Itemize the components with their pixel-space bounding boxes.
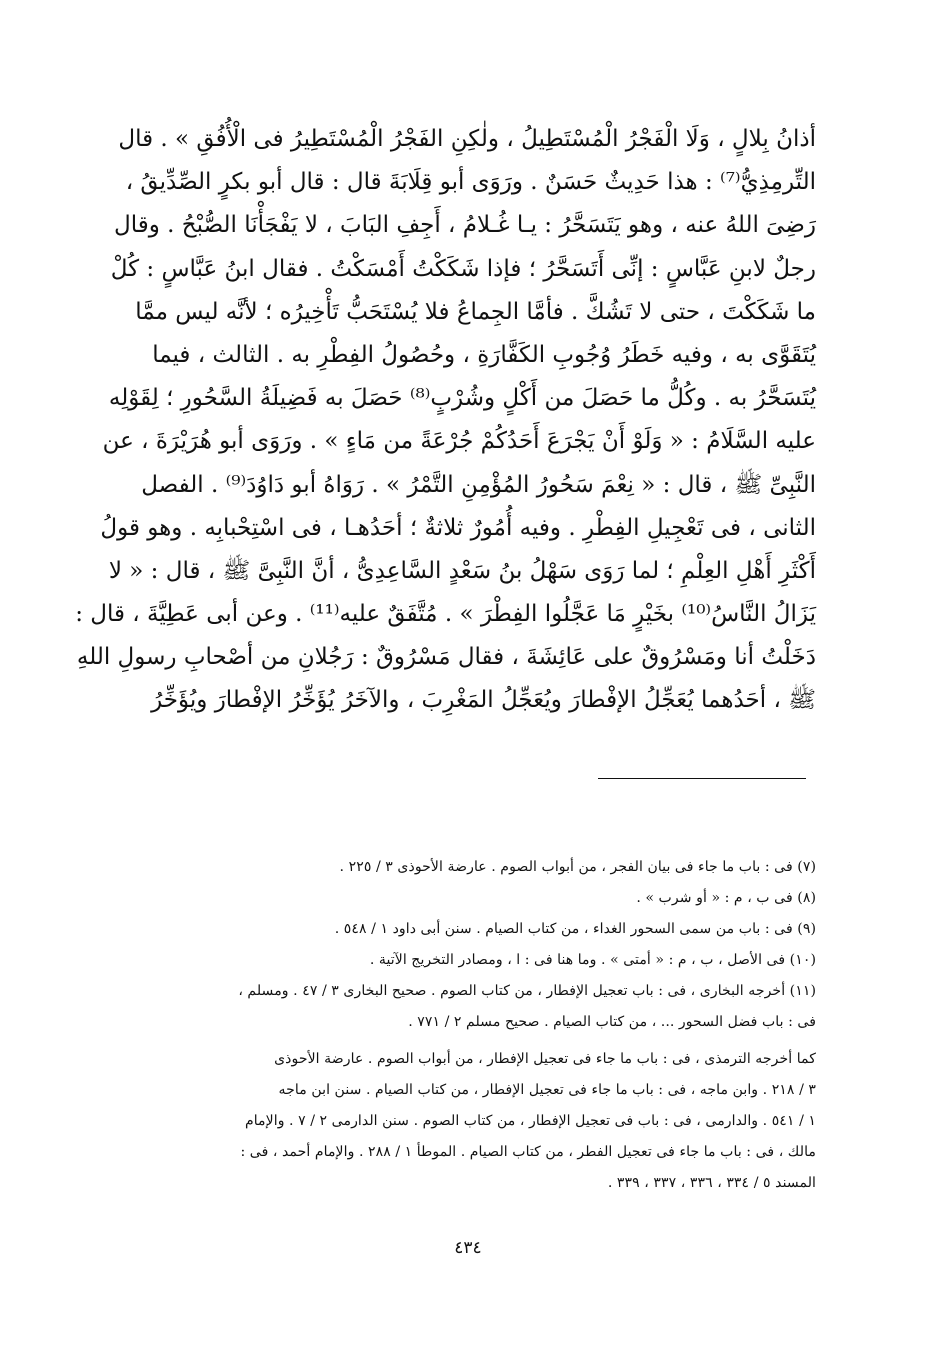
text-line: أَكْثَرِ أَهْلِ العِلْمِ ؛ لما رَوَى سَهْلُ بنُ سَعْدٍ السَّاعِدِىُّ ، أنَّ النَّبِىَّ ﷺ ، قال : « لا bbox=[108, 557, 816, 584]
footnote-line: (٨) فى ب ، م : « أو شرب » . bbox=[636, 890, 816, 906]
footnote-line: (١٠) فى الأصل ، ب ، م : « أمتى » . وما هنا فى : ا ، ومصادر التخريج الآتية . bbox=[369, 952, 816, 968]
footnote-line: فى : باب فضل السحور ... ، من كتاب الصيام . صحيح مسلم ٢ / ٧٧١ . bbox=[408, 1014, 816, 1030]
footnote-line: (٩) فى : باب من سمى السحور الغداء ، من كتاب الصيام . سنن أبى داود ١ / ٥٤٨ . bbox=[334, 921, 816, 937]
footnote-line: ١ / ٥٤١ . والدارمى ، فى : باب فى تعجيل الإفطار ، من كتاب الصوم . سنن الدارمى ٢ / ٧ . والإمام bbox=[244, 1113, 816, 1129]
text-line: ما شَكَكْتَ ، حتى لا تَشُكَّ . فأمَّا الجِماعُ فلا يُسْتَحَبُّ تَأْخِيرُه ؛ لأنَّه ليس ممَّا bbox=[135, 298, 816, 325]
text-line: رَضِىَ اللهُ عنه ، وهو يَتَسَحَّرُ : يـا غُـلامُ ، أَجِفِ البَابَ ، لا يَفْجَأْنَا الصُّبْحُ . وقال bbox=[114, 212, 816, 239]
footnote-line: (٧) فى : باب ما جاء فى بيان الفجر ، من أبواب الصوم . عارضة الأحوذى ٣ / ٢٢٥ . bbox=[339, 859, 816, 875]
page-number: ٤٣٤ bbox=[454, 1238, 482, 1258]
footnotes bbox=[128, 852, 816, 1199]
text-line: التِّرمِذِيُّ⁽⁷⁾ : هذا حَدِيثٌ حَسَنٌ . ورَوَى أبو قِلَابَةَ قال : قال أبو بكرٍ الصِّدِّيقُ ، bbox=[125, 169, 816, 196]
text-line: يُتَسَحَّرُ به . وكُلُّ ما حَصَلَ من أَكْلٍ وشُرْبٍ⁽⁸⁾ حَصَلَ به فَضِيلَةُ السَّحُورِ ؛ لِقَوْلِه bbox=[108, 385, 816, 412]
text-line: أذانُ بِلالٍ ، وَلَا الْفَجْرُ الْمُسْتَطِيلُ ، ولٰكِنِ الفَجْرُ الْمُسْتَطِيرُ فى الْأُفُقِ » . قال bbox=[118, 126, 816, 152]
footnote-line: ٣ / ٢١٨ . وابن ماجه ، فى : باب ما جاء فى تعجيل الإفطار ، من كتاب الصيام . سنن ابن ماجه bbox=[278, 1082, 816, 1098]
text-line: رجلٌ لابنِ عَبَّاسٍ : إنِّى أَتَسَحَّرُ ؛ فإذا شَكَكْتُ أَمْسَكْتُ . فقال ابنُ عَبَّاسٍ : كُلْ bbox=[110, 255, 816, 282]
footnote-line: (١١) أخرجه البخارى ، فى : باب تعجيل الإفطار ، من كتاب الصوم . صحيح البخارى ٣ / ٤٧ . ومسلم ، bbox=[238, 983, 816, 999]
text-line: ﷺ ، أحَدُهما يُعَجِّلُ الإفْطارَ ويُعَجِّلُ المَغْرِبَ ، والآخَرُ يُؤَخِّرُ الإفْطارَ ويُؤَخِّرُ bbox=[151, 687, 816, 714]
text-line: الثانى ، فى تَعْجِيلِ الفِطْرِ . وفيه أُمُورٌ ثلاثةٌ ؛ أحَدُهـا ، فى اسْتِحْبابِه . وهو قولُ bbox=[100, 514, 816, 541]
text-line: دَخَلْتُ أنا ومَسْرُوقٌ على عَائِشَةَ ، فقال مَسْرُوقٌ : رَجُلانِ من أصْحابِ رسولِ اللهِ bbox=[76, 644, 816, 671]
text-line: عليه السَّلَامُ : « وَلَوْ أَنْ يَجْرَعَ أَحَدُكُمْ جُرْعَةً من مَاءٍ » . ورَوَى أبو هُرَيْرَةَ ، عن bbox=[102, 428, 816, 455]
footnote-divider bbox=[598, 778, 806, 779]
main-text bbox=[75, 118, 816, 723]
footnote-line: المسند ٥ / ٣٣٤ ، ٣٣٦ ، ٣٣٧ ، ٣٣٩ . bbox=[607, 1175, 816, 1191]
footnote-line: مالك ، فى : باب ما جاء فى تعجيل الفطر ، من كتاب الصيام . الموطأ ١ / ٢٨٨ . والإمام أحمد ، فى : bbox=[240, 1144, 816, 1160]
text-line: يُتَقَوَّى به ، وفيه خَطَرُ وُجُوبِ الكَفَّارَةِ ، وحُصُولُ الفِطْرِ به . الثالث ، فيما bbox=[152, 341, 816, 368]
footnote-line: كما أخرجه الترمذى ، فى : باب ما جاء فى تعجيل الإفطار ، من أبواب الصوم . عارضة الأحوذى bbox=[274, 1051, 816, 1067]
text-line: يَزَالُ النَّاسُ⁽¹⁰⁾ بخَيْرٍ مَا عَجَّلُوا الفِطْرَ » . مُتَّفَقٌ عليه⁽¹¹⁾ . وعن أبى عَطِيَّةَ ، قال : bbox=[75, 601, 816, 628]
text-line: النَّبِىِّ ﷺ ، قال : « نِعْمَ سَحُورُ المُؤْمِنِ التَّمْرُ » . رَوَاهُ أبو دَاوُدَ⁽⁹⁾ . الفصل bbox=[141, 471, 816, 498]
